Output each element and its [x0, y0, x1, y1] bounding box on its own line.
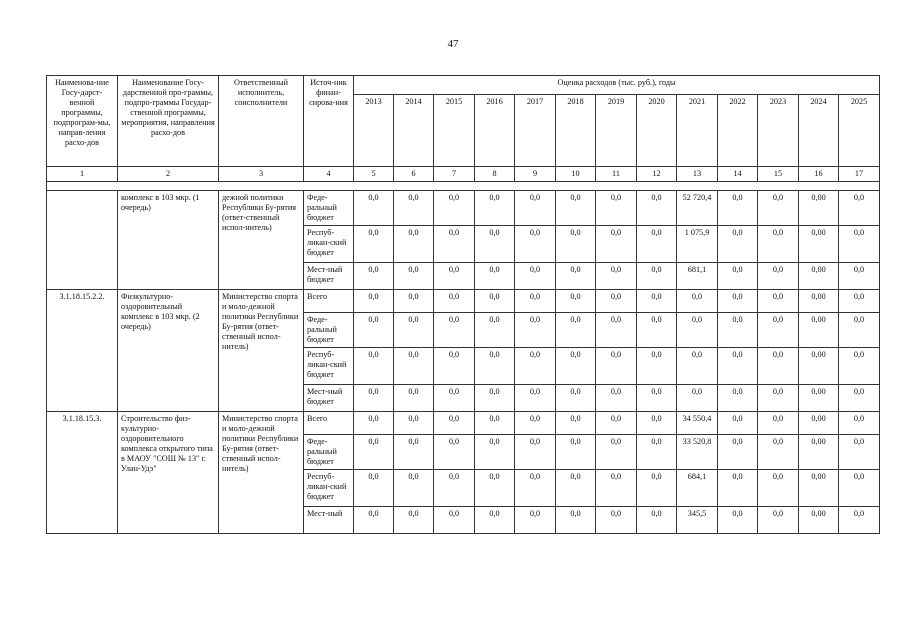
column-number: 1 — [47, 167, 118, 182]
expense-value: 0,0 — [839, 263, 880, 290]
expense-value: 0,0 — [515, 313, 556, 348]
column-number: 12 — [637, 167, 677, 182]
expense-value: 0,0 — [677, 385, 718, 412]
funding-source: Всего — [304, 290, 354, 313]
header-gap-row — [47, 182, 880, 191]
expense-value: 0,0 — [475, 385, 515, 412]
expense-value: 0,0 — [758, 263, 799, 290]
expense-value: 0,0 — [596, 348, 637, 385]
expense-value: 0,0 — [596, 470, 637, 507]
header-responsible: Ответственный исполнитель, соисполнители — [219, 76, 304, 167]
expense-value: 0,0 — [434, 191, 475, 226]
expense-value: 0,0 — [637, 290, 677, 313]
expense-value: 0,0 — [515, 435, 556, 470]
expense-value: 0,0 — [354, 435, 394, 470]
expense-value: 0,0 — [596, 435, 637, 470]
year-header: 2015 — [434, 95, 475, 167]
expense-value: 0,0 — [637, 385, 677, 412]
expense-value: 0,0 — [637, 435, 677, 470]
expense-value: 0,0 — [718, 507, 758, 534]
expense-value: 0,0 — [718, 470, 758, 507]
expense-value: 0,0 — [515, 507, 556, 534]
year-header: 2013 — [354, 95, 394, 167]
expense-value: 0,0 — [758, 191, 799, 226]
table-body — [47, 191, 880, 534]
year-header: 2019 — [596, 95, 637, 167]
funding-source: Всего — [304, 412, 354, 435]
expense-value: 0,0 — [434, 348, 475, 385]
expense-value: 0,0 — [354, 226, 394, 263]
column-number: 9 — [515, 167, 556, 182]
column-number: 14 — [718, 167, 758, 182]
expense-value: 0,0 — [839, 435, 880, 470]
expense-value: 0,00 — [799, 191, 839, 226]
expense-value: 0,0 — [354, 348, 394, 385]
expense-value: 0,0 — [354, 507, 394, 534]
expense-value: 0,0 — [394, 290, 434, 313]
expense-value: 0,0 — [596, 290, 637, 313]
funding-source: Респуб-ликан-ский бюджет — [304, 226, 354, 263]
expense-value: 0,0 — [556, 191, 596, 226]
funding-source: Респуб-ликан-ский бюджет — [304, 348, 354, 385]
row-responsible: Министерство спорта и моло-дежной политики Республики Бу-рятия (ответ-ственный испол-нитель) — [219, 412, 304, 534]
column-number: 5 — [354, 167, 394, 182]
expense-value: 0,0 — [637, 313, 677, 348]
expense-value: 0,0 — [758, 313, 799, 348]
expense-value: 0,0 — [637, 226, 677, 263]
column-number: 13 — [677, 167, 718, 182]
table-row — [47, 412, 880, 435]
expense-value: 0,0 — [515, 412, 556, 435]
expense-value: 0,0 — [596, 313, 637, 348]
expense-value: 0,0 — [637, 348, 677, 385]
expense-value: 0,0 — [637, 191, 677, 226]
expense-value: 0,0 — [637, 412, 677, 435]
expense-value: 0,0 — [758, 412, 799, 435]
header-program: Наименова-ние Госу-дарст-венной программы, подпрограм-мы, направ-ления расхо-дов — [47, 76, 118, 167]
row-code — [47, 191, 118, 290]
expense-value: 0,0 — [839, 385, 880, 412]
expense-value: 0,0 — [556, 507, 596, 534]
column-number: 8 — [475, 167, 515, 182]
expense-value: 0,0 — [758, 435, 799, 470]
expense-value: 0,00 — [799, 470, 839, 507]
expense-value: 0,0 — [475, 263, 515, 290]
table-row — [47, 290, 880, 313]
expense-value: 0,0 — [596, 226, 637, 263]
expense-value: 0,0 — [394, 263, 434, 290]
year-header: 2016 — [475, 95, 515, 167]
expense-value: 0,0 — [354, 313, 394, 348]
expense-value: 1 075,9 — [677, 226, 718, 263]
expense-value: 0,00 — [799, 263, 839, 290]
expense-value: 0,0 — [394, 435, 434, 470]
expense-value: 33 520,8 — [677, 435, 718, 470]
header-row-1 — [47, 76, 880, 95]
expense-value: 0,0 — [718, 226, 758, 263]
page-number: 47 — [447, 38, 459, 50]
expense-value: 0,0 — [394, 507, 434, 534]
expense-value: 0,00 — [799, 507, 839, 534]
expense-value: 0,0 — [637, 470, 677, 507]
column-number: 16 — [799, 167, 839, 182]
header-name: Наименование Госу-дарственной про-граммы, подпро-граммы Государ-ственной программы, мероприятия, направления расхо-дов — [118, 76, 219, 167]
column-numbers-row — [47, 167, 880, 182]
expense-value: 0,0 — [475, 435, 515, 470]
expense-value: 0,0 — [677, 348, 718, 385]
expense-value: 0,0 — [515, 263, 556, 290]
expense-value: 0,0 — [839, 313, 880, 348]
expense-value: 0,0 — [758, 290, 799, 313]
expense-value: 0,0 — [394, 348, 434, 385]
expense-value: 0,0 — [434, 470, 475, 507]
expense-value: 0,0 — [596, 385, 637, 412]
expense-value: 0,0 — [354, 412, 394, 435]
expense-value: 0,0 — [394, 385, 434, 412]
expense-value: 0,0 — [556, 226, 596, 263]
year-header: 2023 — [758, 95, 799, 167]
column-number: 10 — [556, 167, 596, 182]
header-estimate: Оценка расходов (тыс. руб.), годы — [354, 76, 880, 95]
expense-value: 0,00 — [799, 313, 839, 348]
expense-value: 0,0 — [718, 348, 758, 385]
expense-value: 345,5 — [677, 507, 718, 534]
expense-value: 0,0 — [596, 191, 637, 226]
column-number: 15 — [758, 167, 799, 182]
expense-value: 0,0 — [434, 435, 475, 470]
expense-value: 0,0 — [677, 290, 718, 313]
year-header: 2022 — [718, 95, 758, 167]
expense-value: 0,0 — [758, 348, 799, 385]
expense-value: 0,0 — [434, 313, 475, 348]
expense-value: 0,0 — [839, 470, 880, 507]
expense-value: 0,0 — [394, 191, 434, 226]
expense-value: 0,0 — [718, 385, 758, 412]
expense-value: 0,0 — [394, 313, 434, 348]
expense-value: 34 550,4 — [677, 412, 718, 435]
expense-value: 681,1 — [677, 263, 718, 290]
expense-value: 0,0 — [556, 348, 596, 385]
expense-value: 0,0 — [718, 290, 758, 313]
expense-value: 0,0 — [718, 412, 758, 435]
expense-value: 0,0 — [434, 226, 475, 263]
expense-value: 0,0 — [354, 470, 394, 507]
row-name: Строительство физ-культурно-оздоровительного комплекса открытого типа в МАОУ "СОШ № 13" г. Улан-Удэ" — [118, 412, 219, 534]
expense-value: 0,0 — [556, 412, 596, 435]
expense-value: 0,0 — [515, 191, 556, 226]
expense-value: 0,0 — [718, 191, 758, 226]
expense-value: 52 720,4 — [677, 191, 718, 226]
expense-value: 0,0 — [758, 470, 799, 507]
expense-value: 0,0 — [718, 435, 758, 470]
expense-value: 0,0 — [475, 191, 515, 226]
expense-value: 0,0 — [434, 263, 475, 290]
expense-value: 0,0 — [354, 263, 394, 290]
expense-value: 0,0 — [434, 290, 475, 313]
expense-value: 0,00 — [799, 290, 839, 313]
row-code: 3.1.18.15.2.2. — [47, 290, 118, 412]
row-code: 3.1.18.15.3. — [47, 412, 118, 534]
year-header: 2014 — [394, 95, 434, 167]
expense-value: 0,0 — [475, 470, 515, 507]
expense-value: 0,0 — [839, 290, 880, 313]
expense-value: 684,1 — [677, 470, 718, 507]
expense-value: 0,0 — [475, 226, 515, 263]
funding-source: Мест-ный бюджет — [304, 263, 354, 290]
expense-value: 0,0 — [394, 226, 434, 263]
column-number: 11 — [596, 167, 637, 182]
expense-value: 0,00 — [799, 412, 839, 435]
funding-source: Мест-ный бюджет — [304, 385, 354, 412]
expense-value: 0,0 — [434, 385, 475, 412]
column-number: 17 — [839, 167, 880, 182]
funding-source: Респуб-ликан-ский бюджет — [304, 470, 354, 507]
expense-value: 0,0 — [758, 385, 799, 412]
expense-value: 0,0 — [394, 470, 434, 507]
funding-source: Феде-ральный бюджет — [304, 313, 354, 348]
expense-value: 0,0 — [758, 226, 799, 263]
table-row — [47, 191, 880, 226]
expense-value: 0,0 — [839, 226, 880, 263]
expense-value: 0,0 — [434, 412, 475, 435]
year-header: 2021 — [677, 95, 718, 167]
year-header: 2024 — [799, 95, 839, 167]
expense-value: 0,0 — [596, 507, 637, 534]
expense-value: 0,0 — [515, 470, 556, 507]
expense-value: 0,0 — [839, 412, 880, 435]
expense-value: 0,0 — [839, 191, 880, 226]
row-name: комплекс в 103 мкр. (1 очередь) — [118, 191, 219, 290]
expense-value: 0,0 — [839, 348, 880, 385]
expense-value: 0,0 — [556, 385, 596, 412]
year-header: 2020 — [637, 95, 677, 167]
funding-source: Феде-ральный бюджет — [304, 435, 354, 470]
column-number: 3 — [219, 167, 304, 182]
expense-value: 0,0 — [515, 290, 556, 313]
expense-value: 0,00 — [799, 385, 839, 412]
expense-value: 0,0 — [758, 507, 799, 534]
expense-value: 0,0 — [718, 263, 758, 290]
column-number: 6 — [394, 167, 434, 182]
expense-value: 0,0 — [354, 290, 394, 313]
expense-value: 0,0 — [637, 507, 677, 534]
expense-value: 0,0 — [475, 412, 515, 435]
column-number: 2 — [118, 167, 219, 182]
expense-value: 0,0 — [515, 385, 556, 412]
expense-value: 0,0 — [434, 507, 475, 534]
row-responsible: Министерство спорта и моло-дежной политики Республики Бу-рятия (ответ-ственный испол-нитель) — [219, 290, 304, 412]
expense-value: 0,0 — [394, 412, 434, 435]
expense-value: 0,0 — [556, 470, 596, 507]
expense-value: 0,0 — [354, 385, 394, 412]
row-name: Физкультурно-оздоровительный комплекс в 103 мкр. (2 очередь) — [118, 290, 219, 412]
row-responsible: дежной политики Республики Бу-рятия (ответ-ственный испол-нитель) — [219, 191, 304, 290]
expense-value: 0,0 — [475, 313, 515, 348]
year-header: 2025 — [839, 95, 880, 167]
expense-value: 0,00 — [799, 226, 839, 263]
column-number: 4 — [304, 167, 354, 182]
expense-value: 0,0 — [475, 348, 515, 385]
funding-source: Мест-ный — [304, 507, 354, 534]
expense-value: 0,0 — [556, 435, 596, 470]
expense-value: 0,0 — [556, 263, 596, 290]
expense-value: 0,0 — [556, 290, 596, 313]
expense-value: 0,0 — [515, 348, 556, 385]
expense-value: 0,0 — [839, 507, 880, 534]
expense-value: 0,00 — [799, 435, 839, 470]
expense-value: 0,0 — [515, 226, 556, 263]
header-source: Источ-ник финан-сирова-ния — [304, 76, 354, 167]
expense-value: 0,0 — [637, 263, 677, 290]
budget-table — [46, 75, 880, 534]
expense-value: 0,0 — [596, 263, 637, 290]
expense-value: 0,0 — [354, 191, 394, 226]
expense-value: 0,0 — [475, 507, 515, 534]
expense-value: 0,0 — [677, 313, 718, 348]
expense-value: 0,0 — [556, 313, 596, 348]
expense-value: 0,0 — [718, 313, 758, 348]
year-header: 2018 — [556, 95, 596, 167]
expense-value: 0,0 — [475, 290, 515, 313]
year-header: 2017 — [515, 95, 556, 167]
column-number: 7 — [434, 167, 475, 182]
expense-value: 0,00 — [799, 348, 839, 385]
expense-value: 0,0 — [596, 412, 637, 435]
funding-source: Феде-ральный бюджет — [304, 191, 354, 226]
